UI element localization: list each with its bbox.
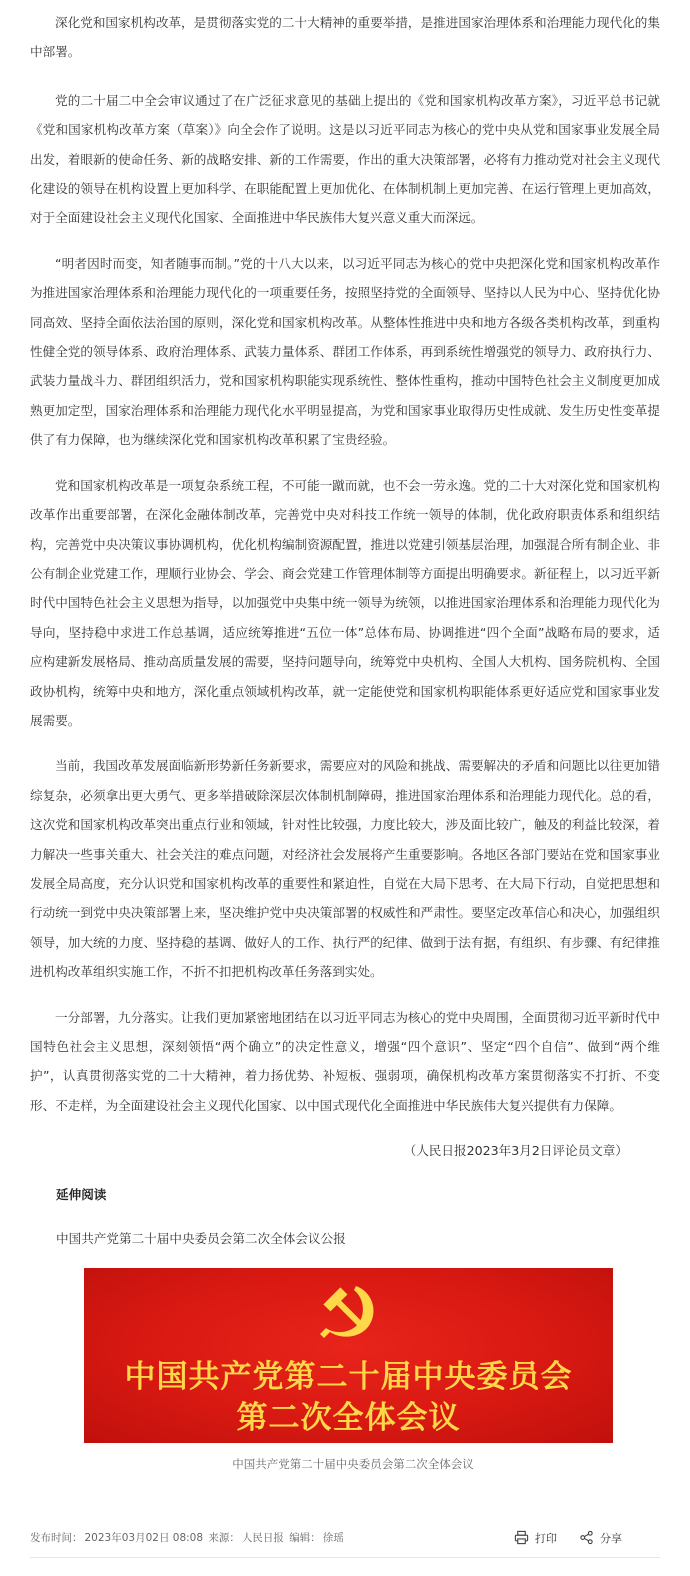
source-name: 人民日报 — [241, 1532, 284, 1544]
share-button[interactable] — [579, 1530, 622, 1546]
banner-title-line-1: 中国共产党第二十届中央委员会 — [124, 1359, 573, 1396]
article-footer — [30, 1518, 660, 1558]
share-icon — [579, 1530, 594, 1545]
article-paragraph-3: “明者因时而变，知者随事而制。”党的十八大以来，以习近平同志为核心的党中央把深化党和国家机构改革作为推进国家治理体系和治理能力现代化的一项重要任务，按照坚持党的全面领导、坚持以人民为中心、坚持优化协同高效、坚持全面依法治国的原则，深化党和国家机构改革。从整体性推进中央和地方各级各类机构改革，到重构性健全党的领导体系、政府治理体系、武装力量体系、群团工作体系，再到系统性增强党的领导力、政府执行力、武装力量战斗力、群团组织活力，党和国家机构职能实现系统性、整体性重构，推动中国特色社会主义制度更加成熟更加定型，国家治理体系和治理能力现代化水平明显提高，为党和国家事业取得历史性成就、发生历史性变革提供了有力保障，也为继续深化党和国家机构改革积累了宝贵经验。 — [30, 255, 660, 448]
extended-reading-link[interactable]: 中国共产党第二十届中央委员会第二次全体会议公报 — [56, 1231, 346, 1247]
banner-container — [30, 1268, 660, 1443]
printer-icon — [514, 1530, 529, 1545]
plenary-banner-image — [84, 1268, 613, 1443]
article-paragraph-4: 党和国家机构改革是一项复杂系统工程，不可能一蹴而就，也不会一劳永逸。党的二十大对深化党和国家机构改革作出重要部署，在深化金融体制改革，完善党中央对科技工作统一领导的体制，优化政府职责体系和组织结构，完善党中央决策议事协调机构，优化机构编制资源配置，推进以党建引领基层治理，加强混合所有制企业、非公有制企业党建工作，理顺行业协会、学会、商会党建工作管理体制等方面提出明确要求。新征程上，以习近平新时代中国特色社会主义思想为指导，以加强党中央集中统一领导为统领，以推进国家治理体系和治理能力现代化为导向，坚持稳中求进工作总基调，适应统筹推进“五位一体”总体布局、协调推进“四个全面”战略布局的要求，适应构建新发展格局、推动高质量发展的需要，坚持问题导向，统筹党中央机构、全国人大机构、国务院机构、全国政协机构，统筹中央和地方，深化重点领域机构改革，就一定能使党和国家机构职能体系更好适应党和国家事业发展需要。 — [30, 477, 660, 728]
party-emblem-icon — [316, 1280, 382, 1344]
article-paragraph-2: 党的二十届二中全会审议通过了在广泛征求意见的基础上提出的《党和国家机构改革方案》，习近平总书记就《党和国家机构改革方案（草案）》向全会作了说明。这是以习近平同志为核心的党中央从党和国家事业发展全局出发，着眼新的使命任务、新的战略安排、新的工作需要，作出的重大决策部署，必将有力推动党对社会主义现代化建设的领导在机构设置上更加科学、在职能配置上更加优化、在体制机制上更加完善、在运行管理上更加高效，对于全面建设社会主义现代化国家、全面推进中华民族伟大复兴意义重大而深远。 — [30, 92, 660, 226]
editor-label: 编辑： — [289, 1532, 321, 1544]
publish-time: 2023年03月02日 08:08 — [84, 1532, 204, 1544]
print-label: 打印 — [535, 1531, 557, 1545]
publish-time-label: 发布时间： — [30, 1532, 83, 1544]
banner-title-line-2: 第二次全体会议 — [236, 1400, 461, 1437]
article-actions — [514, 1530, 660, 1546]
article-source: （人民日报2023年3月2日评论员文章） — [403, 1143, 628, 1159]
print-button[interactable] — [514, 1530, 557, 1546]
share-label: 分享 — [600, 1531, 622, 1545]
article-body — [30, 0, 660, 1165]
extended-reading-title: 延伸阅读 — [56, 1187, 107, 1203]
article-paragraph-5: 当前，我国改革发展面临新形势新任务新要求，需要应对的风险和挑战、需要解决的矛盾和问题比以往更加错综复杂，必须拿出更大勇气、更多举措破除深层次体制机制障碍，推进国家治理体系和治理能力现代化。总的看，这次党和国家机构改革突出重点行业和领域，针对性比较强，力度比较大，涉及面比较广，触及的利益比较深，着力解决一些事关重大、社会关注的难点问题，对经济社会发展将产生重要影响。各地区各部门要站在党和国家事业发展全局高度，充分认识党和国家机构改革的重要性和紧迫性，自觉在大局下思考、在大局下行动，自觉把思想和行动统一到党中央决策部署上来，坚决维护党中央决策部署的权威性和严肃性。要坚定改革信心和决心，加强组织领导，加大统的力度、坚持稳的基调、做好人的工作、执行严的纪律、做到于法有据，有组织、有步骤、有纪律推进机构改革组织实施工作，不折不扣把机构改革任务落到实处。 — [30, 758, 660, 980]
article-paragraph-6: 一分部署，九分落实。让我们更加紧密地团结在以习近平同志为核心的党中央周围，全面贯彻习近平新时代中国特色社会主义思想，深刻领悟“两个确立”的决定性意义，增强“四个意识”、坚定“四个自信”、做到“两个维护”，认真贯彻落实党的二十大精神，着力扬优势、补短板、强弱项，确保机构改革方案贯彻落实不打折、不变形、不走样，为全面建设社会主义现代化国家、以中国式现代化全面推进中华民族伟大复兴提供有力保障。 — [30, 1009, 660, 1113]
source-label: 来源： — [208, 1532, 240, 1544]
article-meta — [30, 1530, 346, 1545]
editor-name: 徐瑶 — [322, 1532, 344, 1544]
article-paragraph-1: 深化党和国家机构改革，是贯彻落实党的二十大精神的重要举措，是推进国家治理体系和治理能力现代化的集中部署。 — [30, 15, 660, 60]
banner-caption: 中国共产党第二十届中央委员会第二次全体会议 — [232, 1457, 474, 1472]
